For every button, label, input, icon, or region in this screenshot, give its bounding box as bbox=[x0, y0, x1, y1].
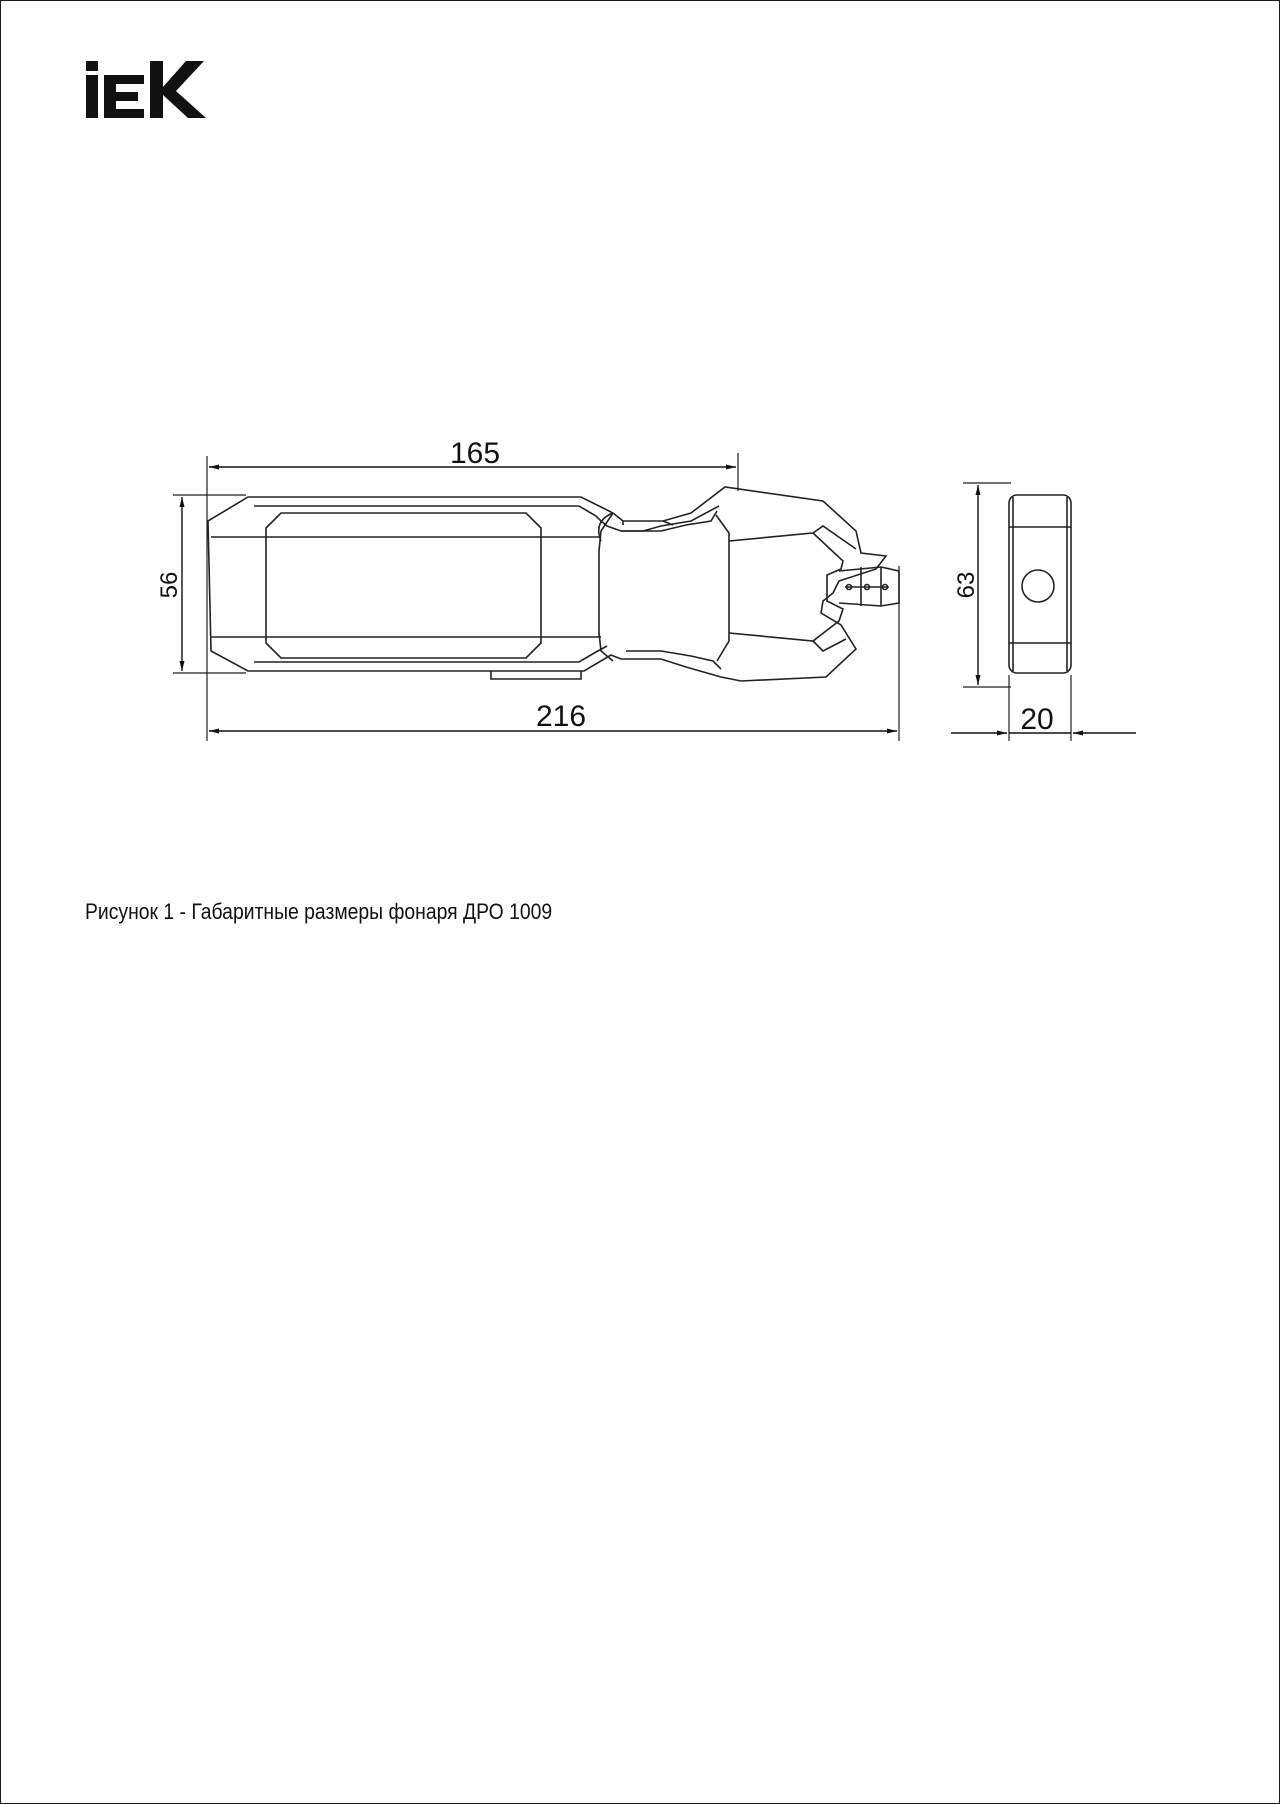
dim-label-20: 20 bbox=[1020, 703, 1054, 736]
figure-caption: Рисунок 1 - Габаритные размеры фонаря ДРО 1009 bbox=[85, 899, 553, 924]
dim-label-56: 56 bbox=[156, 571, 183, 599]
dim-label-63: 63 bbox=[953, 571, 980, 599]
dimension-drawing bbox=[1, 1, 1280, 801]
dim-label-165: 165 bbox=[449, 437, 501, 470]
dim-label-216: 216 bbox=[535, 700, 587, 733]
flashlight-side-view bbox=[1009, 495, 1071, 673]
flashlight-front-view bbox=[208, 487, 899, 681]
